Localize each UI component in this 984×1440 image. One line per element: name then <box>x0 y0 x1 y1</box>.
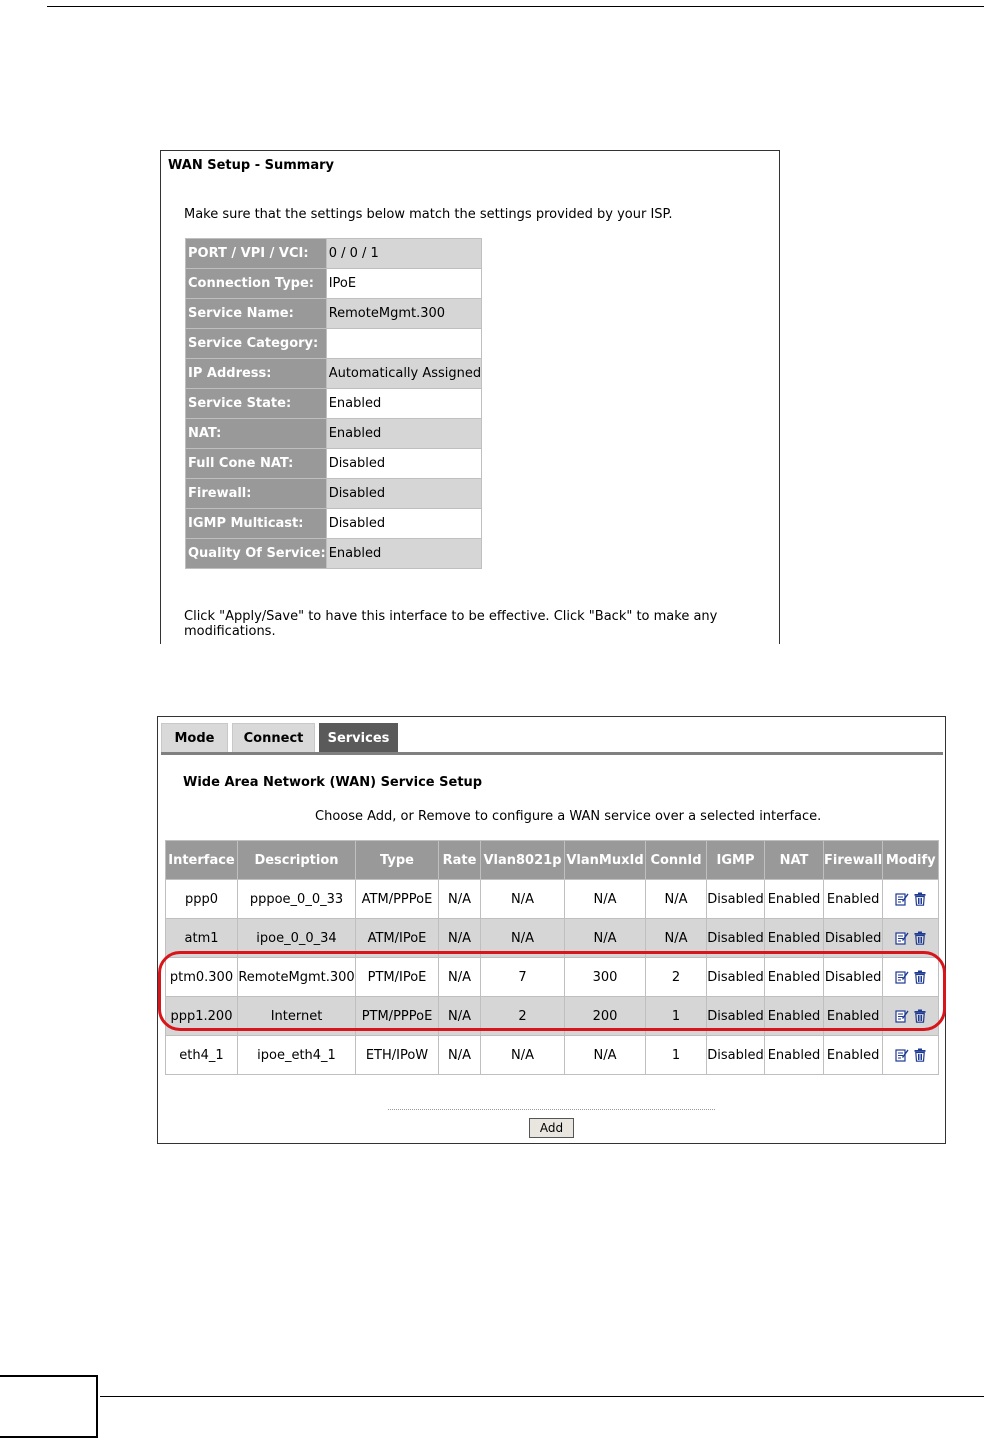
add-button[interactable]: Add <box>529 1118 574 1138</box>
summary-value: 0 / 0 / 1 <box>326 239 481 269</box>
table-cell: ipoe_eth4_1 <box>238 1036 356 1075</box>
summary-value: Disabled <box>326 449 481 479</box>
table-cell: Disabled <box>824 958 883 997</box>
table-cell: pppoe_0_0_33 <box>238 880 356 919</box>
edit-icon[interactable] <box>895 1048 909 1062</box>
table-cell: ppp1.200 <box>166 997 238 1036</box>
summary-note: Make sure that the settings below match the settings provided by your ISP. <box>184 207 673 222</box>
modify-cell <box>883 880 939 919</box>
table-cell: N/A <box>439 958 481 997</box>
delete-icon[interactable] <box>913 970 927 984</box>
table-row <box>166 958 939 997</box>
table-cell: N/A <box>481 880 565 919</box>
table-cell: RemoteMgmt.300 <box>238 958 356 997</box>
table-cell: Disabled <box>707 880 765 919</box>
column-header: IGMP <box>707 841 765 880</box>
table-cell: Enabled <box>765 880 824 919</box>
summary-value: Enabled <box>326 389 481 419</box>
table-cell: eth4_1 <box>166 1036 238 1075</box>
summary-label: Quality Of Service: <box>186 539 327 569</box>
table-row <box>166 1036 939 1075</box>
table-cell: Disabled <box>707 997 765 1036</box>
summary-title: WAN Setup - Summary <box>168 158 334 173</box>
table-cell: 200 <box>565 997 646 1036</box>
table-cell: atm1 <box>166 919 238 958</box>
summary-value: Enabled <box>326 419 481 449</box>
modify-cell <box>883 919 939 958</box>
summary-label: IP Address: <box>186 359 327 389</box>
summary-value <box>326 329 481 359</box>
summary-row <box>186 509 482 539</box>
edit-icon[interactable] <box>895 931 909 945</box>
tab-mode[interactable]: Mode <box>161 723 228 753</box>
table-cell: N/A <box>481 1036 565 1075</box>
modify-cell <box>883 1036 939 1075</box>
table-cell: Enabled <box>824 997 883 1036</box>
table-cell: Disabled <box>824 919 883 958</box>
modify-actions <box>895 1048 927 1062</box>
summary-value: Disabled <box>326 479 481 509</box>
summary-value: RemoteMgmt.300 <box>326 299 481 329</box>
summary-value: Automatically Assigned <box>326 359 481 389</box>
modify-cell <box>883 997 939 1036</box>
table-cell: ATM/PPPoE <box>356 880 439 919</box>
summary-row <box>186 359 482 389</box>
column-header: ConnId <box>646 841 707 880</box>
column-header: Interface <box>166 841 238 880</box>
table-cell: N/A <box>439 997 481 1036</box>
page-number-box <box>0 1375 98 1438</box>
delete-icon[interactable] <box>913 1048 927 1062</box>
summary-label: NAT: <box>186 419 327 449</box>
table-cell: N/A <box>439 880 481 919</box>
column-header: Modify <box>883 841 939 880</box>
table-row <box>166 880 939 919</box>
table-cell: Disabled <box>707 958 765 997</box>
column-header: Type <box>356 841 439 880</box>
wan-summary-panel <box>160 150 780 644</box>
column-header: VlanMuxId <box>565 841 646 880</box>
summary-label: Connection Type: <box>186 269 327 299</box>
summary-row <box>186 299 482 329</box>
summary-footer: Click "Apply/Save" to have this interface to be effective. Click "Back" to make any modifications. <box>184 609 718 639</box>
edit-icon[interactable] <box>895 970 909 984</box>
summary-table <box>185 238 482 569</box>
summary-label: Service Category: <box>186 329 327 359</box>
table-cell: N/A <box>646 919 707 958</box>
table-cell: Enabled <box>824 1036 883 1075</box>
column-header: Firewall <box>824 841 883 880</box>
table-cell: Enabled <box>824 880 883 919</box>
table-cell: Disabled <box>707 1036 765 1075</box>
table-cell: ipoe_0_0_34 <box>238 919 356 958</box>
summary-value: Enabled <box>326 539 481 569</box>
table-cell: Enabled <box>765 1036 824 1075</box>
table-cell: PTM/PPPoE <box>356 997 439 1036</box>
table-cell: ptm0.300 <box>166 958 238 997</box>
summary-label: Full Cone NAT: <box>186 449 327 479</box>
column-header: Description <box>238 841 356 880</box>
wan-services-panel <box>157 716 946 1144</box>
summary-label: Service Name: <box>186 299 327 329</box>
summary-label: Service State: <box>186 389 327 419</box>
table-cell: Enabled <box>765 997 824 1036</box>
table-cell: Enabled <box>765 919 824 958</box>
summary-value: IPoE <box>326 269 481 299</box>
dotted-divider <box>388 1109 715 1110</box>
summary-row <box>186 239 482 269</box>
table-cell: Internet <box>238 997 356 1036</box>
table-cell: N/A <box>646 880 707 919</box>
delete-icon[interactable] <box>913 931 927 945</box>
summary-row <box>186 539 482 569</box>
summary-row <box>186 329 482 359</box>
summary-row <box>186 479 482 509</box>
table-cell: N/A <box>565 880 646 919</box>
edit-icon[interactable] <box>895 892 909 906</box>
summary-row <box>186 269 482 299</box>
table-cell: Disabled <box>707 919 765 958</box>
table-row <box>166 997 939 1036</box>
column-header: Rate <box>439 841 481 880</box>
summary-value: Disabled <box>326 509 481 539</box>
table-cell: ppp0 <box>166 880 238 919</box>
summary-label: IGMP Multicast: <box>186 509 327 539</box>
table-cell: 300 <box>565 958 646 997</box>
bottom-rule <box>100 1396 984 1397</box>
top-rule <box>47 6 984 7</box>
services-note: Choose Add, or Remove to configure a WAN service over a selected interface. <box>315 809 822 824</box>
table-cell: N/A <box>565 919 646 958</box>
table-cell: N/A <box>565 1036 646 1075</box>
column-header: Vlan8021p <box>481 841 565 880</box>
modify-actions <box>895 1009 927 1023</box>
table-cell: N/A <box>439 919 481 958</box>
summary-row <box>186 389 482 419</box>
table-cell: N/A <box>439 1036 481 1075</box>
delete-icon[interactable] <box>913 892 927 906</box>
tab-services[interactable]: Services <box>319 723 398 753</box>
column-header: NAT <box>765 841 824 880</box>
table-cell: N/A <box>481 919 565 958</box>
table-cell: Enabled <box>765 958 824 997</box>
table-cell: 1 <box>646 1036 707 1075</box>
services-table <box>165 840 939 1075</box>
summary-row <box>186 449 482 479</box>
table-cell: 2 <box>481 997 565 1036</box>
table-cell: 7 <box>481 958 565 997</box>
modify-actions <box>895 892 927 906</box>
table-cell: ETH/IPoW <box>356 1036 439 1075</box>
modify-cell <box>883 958 939 997</box>
table-cell: ATM/IPoE <box>356 919 439 958</box>
tab-connect[interactable]: Connect <box>232 723 315 753</box>
table-cell: 1 <box>646 997 707 1036</box>
delete-icon[interactable] <box>913 1009 927 1023</box>
table-row <box>166 919 939 958</box>
edit-icon[interactable] <box>895 1009 909 1023</box>
summary-row <box>186 419 482 449</box>
summary-label: PORT / VPI / VCI: <box>186 239 327 269</box>
table-cell: PTM/IPoE <box>356 958 439 997</box>
services-title: Wide Area Network (WAN) Service Setup <box>183 775 483 790</box>
modify-actions <box>895 970 927 984</box>
table-cell: 2 <box>646 958 707 997</box>
modify-actions <box>895 931 927 945</box>
tab-underline <box>161 752 943 755</box>
summary-label: Firewall: <box>186 479 327 509</box>
